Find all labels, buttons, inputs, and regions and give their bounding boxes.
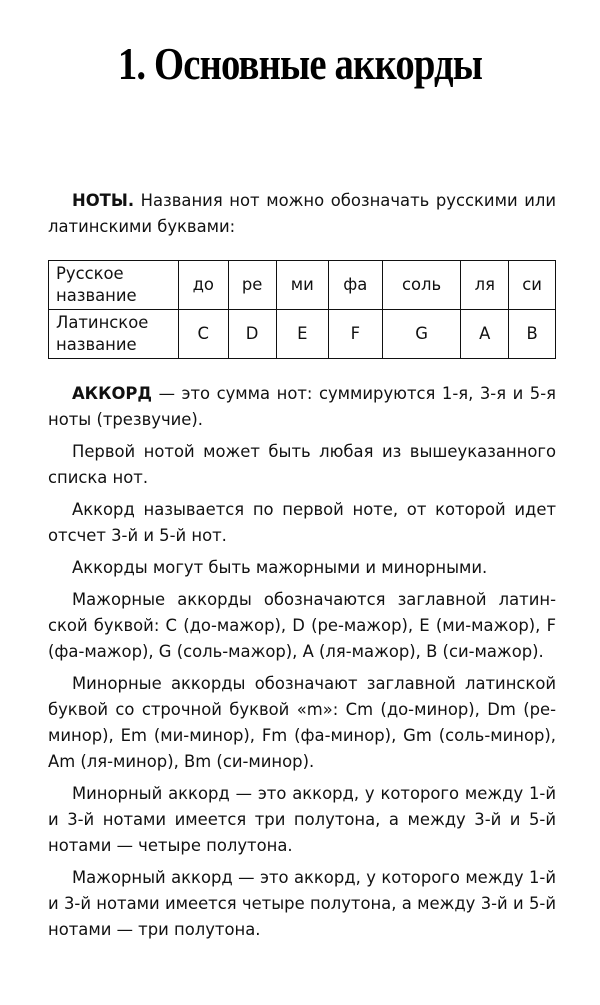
note-cell: ре [228, 261, 276, 310]
row-header-latin: Латинское название [49, 310, 179, 359]
chord-lead: АККОРД [72, 384, 153, 403]
note-cell: F [328, 310, 382, 359]
notes-intro-text: Названия нот можно обозначать русскими или латинскими буквами: [48, 191, 556, 236]
body-paragraph: Мажорный аккорд — это аккорд, у которого между 1-й и 3-й нотами имеется четыре полутона, а между 3-й и 5-й нотами — три полутона. [48, 868, 556, 939]
page-title: 1. Основные аккорды [117, 39, 483, 89]
note-cell: E [276, 310, 328, 359]
body-paragraph: Минорный аккорд — это аккорд, у которого между 1-й и 3-й нотами имеется три полутона, а между 3-й и 5-й нотами — четыре полутона. [48, 784, 556, 855]
body-paragraph: Аккорды могут быть мажорными и минорными. [72, 558, 488, 577]
note-cell: C [179, 310, 229, 359]
notes-lead: НОТЫ. [72, 191, 135, 210]
note-cell: соль [382, 261, 461, 310]
row-header-russian: Русское название [49, 261, 179, 310]
note-cell: ми [276, 261, 328, 310]
note-cell: ля [461, 261, 509, 310]
chord-definition-text: — это сумма нот: суммируются 1-я, 3-я и 5-я ноты (трезвучие). [48, 384, 556, 429]
chord-definition-paragraph [48, 381, 556, 433]
body-paragraph: Мажорные аккорды обозначаются заглавной латинской буквой: C (до-мажор), D (ре-мажор), E (ми-мажор), F (фа-мажор), G (соль-мажор), A (ля-мажор), B (си-мажор). [48, 590, 556, 661]
note-cell: D [228, 310, 276, 359]
table-row-latin [49, 310, 556, 359]
note-cell: A [461, 310, 509, 359]
notes-table [48, 260, 556, 359]
body-paragraph: Минорные аккорды обозначают заглавной латинской буквой со строчной буквой «m»: Cm (до-минор), Dm (ре-минор), Em (ми-минор), Fm (фа-минор), Gm (соль-минор), Am (ля-минор), Bm (си-минор). [48, 674, 556, 771]
table-row-russian [49, 261, 556, 310]
note-cell: си [509, 261, 556, 310]
notes-intro-paragraph [48, 188, 556, 240]
page-content [48, 188, 556, 949]
note-cell: фа [328, 261, 382, 310]
note-cell: G [382, 310, 461, 359]
note-cell: до [179, 261, 229, 310]
note-cell: B [509, 310, 556, 359]
body-paragraph: Первой нотой может быть любая из вышеуказанного списка нот. [48, 442, 556, 487]
body-paragraph: Аккорд называется по первой ноте, от которой идет отсчет 3-й и 5-й нот. [48, 500, 556, 545]
